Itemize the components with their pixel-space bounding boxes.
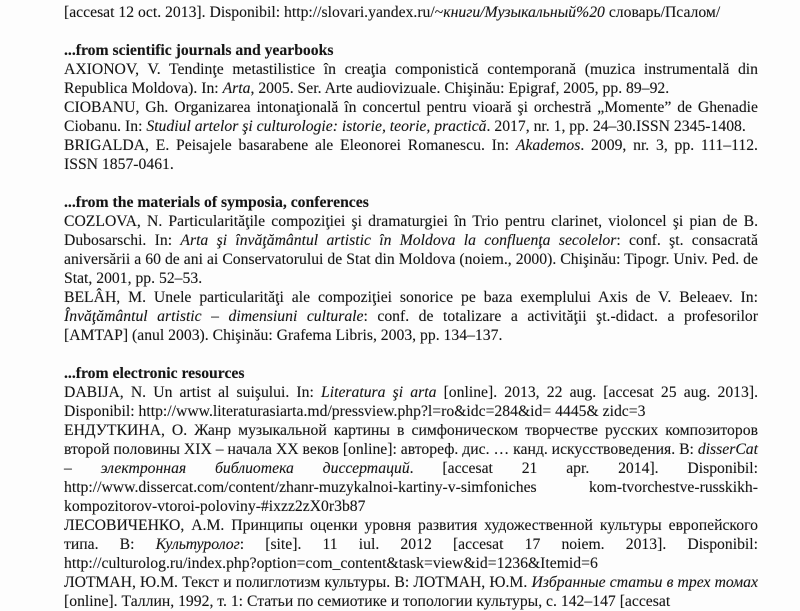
section-heading-electronic-resources: ...from electronic resources [64,365,245,382]
bibliography-entry [64,212,758,288]
text-run: [online]. Таллин, 1992, т. 1: Статьи по семиотике и топологии культуры, с. 142–147 [accesat [64,593,671,610]
bibliography-entry [64,573,758,611]
bibliography-entry [64,383,758,421]
text-run: . 2017, nr. 1, pp. 24–30.ISSN 2345-1408. [486,118,746,135]
text-run: : [site]. 11 iul. 2012 [accesat 17 noiem. 2013]. Disponibil: http://culturolog.ru/index.php?option=com_content&task=view&id=1236&Itemid=6 [64,536,759,572]
section-scientific-journals [64,41,758,174]
italic-text-run: Избранные статьи в трех томах [531,574,758,591]
top-line-citation [64,3,758,22]
text-run: BRIGALDA, E. Peisajele basarabene ale Eleonorei Romanescu. In: [64,137,516,154]
text-run: AXIONOV, V. Tendinţe metastilistice în creaţia componistică contemporană (muzica instrumentală din Republica Moldova). In: [64,61,758,97]
bibliography-entry [64,516,758,573]
text-run: BELÂH, M. Unele particularităţi ale compoziţiei sonorice pe baza exemplului Axis de V. Beleaev. In: [64,289,758,306]
bibliography-entries-electronic-resources [64,383,758,611]
bibliography-entries-scientific-journals [64,60,758,174]
italic-text-run: Învăţământul artistic – dimensiuni culturale [64,308,364,325]
italic-text-run: Akademos [515,137,581,154]
text-run: COZLOVA, N. Particularităţile compoziţiei şi dramaturgiei în Trio pentru clarinet, violoncel şi pian de B. Dubosarschi. In: [64,213,758,249]
italic-text-run: Studiul artelor şi culturologie: istorie, teorie, practică [146,118,487,135]
italic-text-run: Культуролог [155,536,240,553]
text-run: [online]. 2013, 22 aug. [accesat 25 aug. 2013]. Disponibil: http://www.literaturasiarta.md/pressview.php?l=ro&idc=284&id= 4445& zidc=3 [64,384,759,420]
text-run: [accesat 12 oct. 2013]. Disponibil: http://slovari.yandex.ru/~ [64,4,444,21]
text-run: DABIJA, N. Un artist al suişului. In: [64,384,321,401]
italic-text-run: Literatura şi arta [321,384,437,401]
text-run: ЕНДУТКИНА, О. Жанр музыкальной картины в симфоническом творчестве русских композиторов второй половины XIX – начала XX веков [online]: автореф. дис. … канд. искусствоведения. В: [64,422,758,458]
italic-text-run: Arta şi învăţământul artistic în Moldova la confluenţa secolelor [180,232,617,249]
section-heading-symposia-conferences: ...from the materials of symposia, conferences [64,194,369,211]
bibliography-entry [64,98,758,136]
text-run: словарь/Псалом/ [604,4,721,21]
bibliography-entry [64,136,758,174]
section-symposia-conferences [64,193,758,345]
bibliography-entry [64,60,758,98]
text-run: . 2009, nr. 3, pp. 111–112. ISSN 1857-0461. [64,137,758,173]
bibliography-entry [64,421,758,516]
text-run: , 2005. Ser. Arte audiovizuale. Chişinău: Epigraf, 2005, pp. 89–92. [250,80,670,97]
text-run: . [accesat 21 apr. 2014]. Disponibil: http://www.dissercat.com/content/zhanr-muzykalnoi-kartiny-v-simfoniches kom-tvorchestve-russkikh-kompozitorov-vtoroi-poloviny-#ixzz2zX0r3b87 [64,460,759,515]
text-run: : conf. de totalizare a activităţii şt.-didact. a profesorilor [AMTAP] (anul 2003). Chişinău: Grafema Libris, 2003, pp. 134–137. [64,308,759,344]
italic-text-run: Arta [222,80,251,97]
text-run: : conf. şt. consacrată aniversării a 60 de ani ai Conservatorului de Stat din Moldova (noiem., 2000). Chişinău: Tipogr. Univ. Ped. de Stat, 2001, pp. 52–53. [64,232,758,287]
section-heading-scientific-journals: ...from scientific journals and yearbooks [64,42,334,59]
italic-text-run: книги/Музыкальный%20 [443,4,605,21]
bibliography-entry [64,288,758,345]
text-run: ЛЕСОВИЧЕНКО, А.М. Принципы оценки уровня развития художественной культуры европейского типа. В: [64,517,758,553]
text-run: ЛОТМАН, Ю.М. Текст и полиглотизм культуры. В: ЛОТМАН, Ю.М. [64,574,532,591]
bibliography-entries-symposia-conferences [64,212,758,345]
section-electronic-resources [64,364,758,611]
text-run: CIOBANU, Gh. Organizarea intonaţională în concertul pentru vioară şi orchestră „Momente” de Ghenadie Ciobanu. In: [64,99,758,135]
italic-text-run: disserCat – электронная библиотека диссертаций [64,441,758,477]
